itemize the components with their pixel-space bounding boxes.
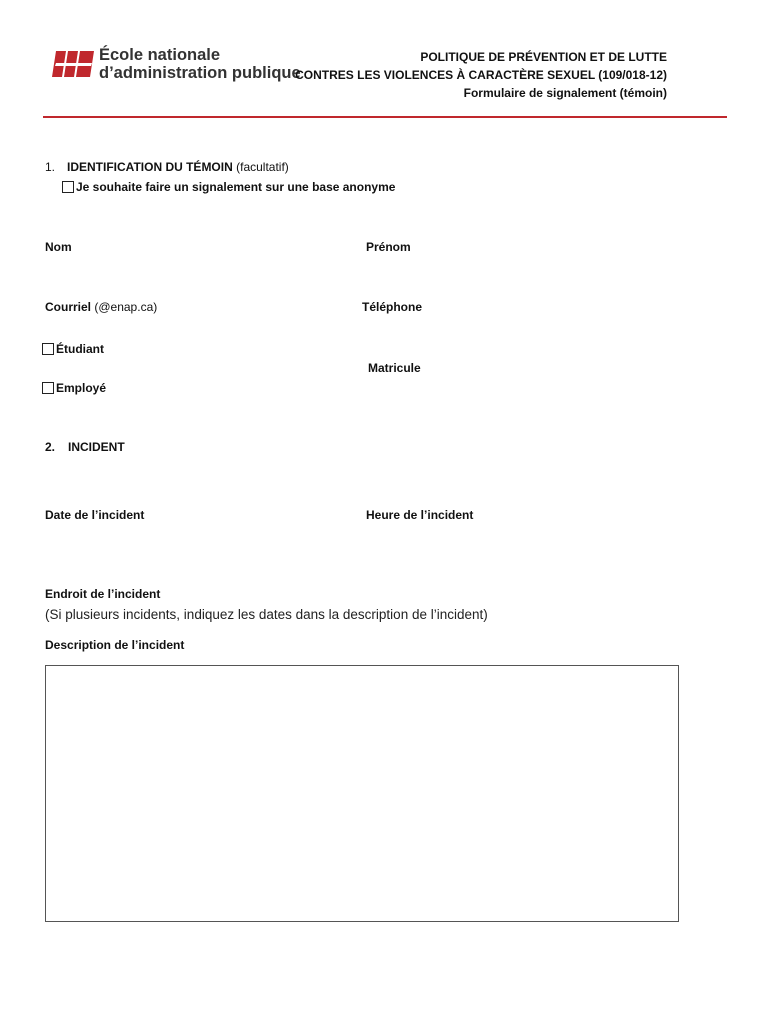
date-incident-field[interactable]: [45, 500, 335, 501]
section-2-number: 2.: [45, 440, 56, 454]
document-title: [295, 48, 667, 102]
anonymous-option[interactable]: [62, 180, 395, 194]
section-1-number: 1.: [45, 160, 56, 174]
section-2-heading: INCIDENT: [68, 440, 125, 454]
anonymous-label: Je souhaite faire un signalement sur une base anonyme: [76, 180, 396, 194]
heure-incident-label: Heure de l’incident: [366, 508, 474, 522]
multiple-incidents-note: (Si plusieurs incidents, indiquez les dates dans la description de l’incident): [45, 607, 488, 622]
logo-line-1: École nationale: [99, 46, 221, 64]
description-label: Description de l’incident: [45, 638, 185, 652]
title-line-1: POLITIQUE DE PRÉVENTION ET DE LUTTE: [420, 50, 667, 64]
etudiant-checkbox[interactable]: [42, 343, 54, 355]
nom-label: Nom: [45, 240, 72, 254]
description-textarea[interactable]: [45, 665, 679, 922]
matricule-field[interactable]: [366, 354, 666, 355]
logo-text: [99, 46, 301, 82]
title-line-2: CONTRES LES VIOLENCES À CARACTÈRE SEXUEL (109/018-12): [295, 68, 667, 82]
telephone-field[interactable]: [366, 293, 676, 294]
endroit-incident-label: Endroit de l’incident: [45, 587, 161, 601]
courriel-hint: (@enap.ca): [94, 300, 158, 314]
matricule-label: Matricule: [368, 361, 421, 375]
employe-option[interactable]: [42, 381, 106, 395]
courriel-label: [45, 300, 157, 314]
logo-line-2: d’administration publique: [99, 64, 301, 82]
date-incident-label: Date de l’incident: [45, 508, 145, 522]
employe-checkbox[interactable]: [42, 382, 54, 394]
heure-incident-field[interactable]: [366, 500, 670, 501]
enap-logo-icon: [52, 51, 94, 77]
section-1-optional: (facultatif): [236, 160, 289, 174]
title-line-3: Formulaire de signalement (témoin): [463, 86, 667, 100]
telephone-label: Téléphone: [362, 300, 423, 314]
section-1-title: [45, 160, 289, 174]
courriel-field[interactable]: [45, 293, 335, 294]
section-2-title: [45, 440, 125, 454]
etudiant-label: Étudiant: [56, 342, 104, 356]
anonymous-checkbox[interactable]: [62, 181, 74, 193]
prenom-field[interactable]: [366, 232, 670, 233]
section-1-heading: IDENTIFICATION DU TÉMOIN: [67, 160, 233, 174]
prenom-label: Prénom: [366, 240, 411, 254]
endroit-incident-field[interactable]: [45, 580, 335, 581]
etudiant-option[interactable]: [42, 342, 104, 356]
courriel-label-text: Courriel: [45, 300, 92, 314]
nom-field[interactable]: [45, 232, 335, 233]
header-divider: [43, 116, 727, 118]
employe-label: Employé: [56, 381, 107, 395]
